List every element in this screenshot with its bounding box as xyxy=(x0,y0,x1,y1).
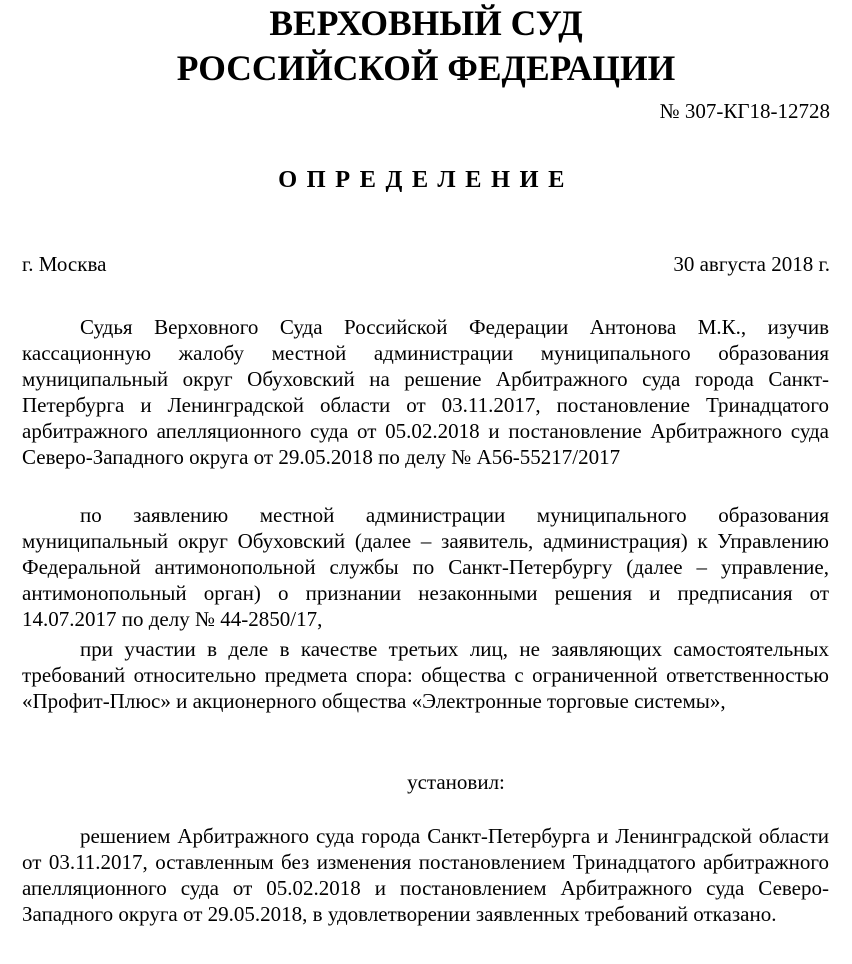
court-name-line2: РОССИЙСКОЙ ФЕДЕРАЦИИ xyxy=(176,48,676,88)
ruling-heading: установил: xyxy=(407,770,505,794)
paragraph-judge-review: Судья Верховного Суда Российской Федерации Антонова М.К., изучив кассационную жалобу местной администрации муниципального образования муниципальный округ Обуховский на решение Арбитражного суда города Санкт-Петербурга и Ленинградской области от 03.11.2017, постановление Тринадцатого арбитражного апелляционного суда от 05.02.2018 и постановление Арбитражного суда Северо-Западного округа от 29.05.2018 по делу № А56-55217/2017 xyxy=(22,315,829,469)
case-number: № 307-КГ18-12728 xyxy=(659,99,830,123)
paragraph-lower-court-decisions: решением Арбитражного суда города Санкт-Петербурга и Ленинградской области от 03.11.2017, оставленным без изменения постановлением Тринадцатого арбитражного апелляционного суда от 05.02.2018 и постановлением Арбитражного суда Северо-Западного округа от 29.05.2018, в удовлетворении заявленных требований отказано. xyxy=(22,824,829,926)
paragraph-third-parties: при участии в деле в качестве третьих лиц, не заявляющих самостоятельных требований относительно предмета спора: общества с ограниченной ответственностью «Профит-Плюс» и акционерного общества «Электронные торговые системы», xyxy=(22,637,829,713)
paragraph-application: по заявлению местной администрации муниципального образования муниципальный округ Обуховский (далее – заявитель, администрация) к Управлению Федеральной антимонопольной службы по Санкт-Петербургу (далее – управление, антимонопольный орган) о признании незаконными решения и предписания от 14.07.2017 по делу № 44-2850/17, xyxy=(22,503,829,631)
court-name-line1: ВЕРХОВНЫЙ СУД xyxy=(269,3,583,43)
document-type-title: ОПРЕДЕЛЕНИЕ xyxy=(278,166,574,193)
document-place: г. Москва xyxy=(22,252,107,276)
document-date: 30 августа 2018 г. xyxy=(673,252,830,276)
